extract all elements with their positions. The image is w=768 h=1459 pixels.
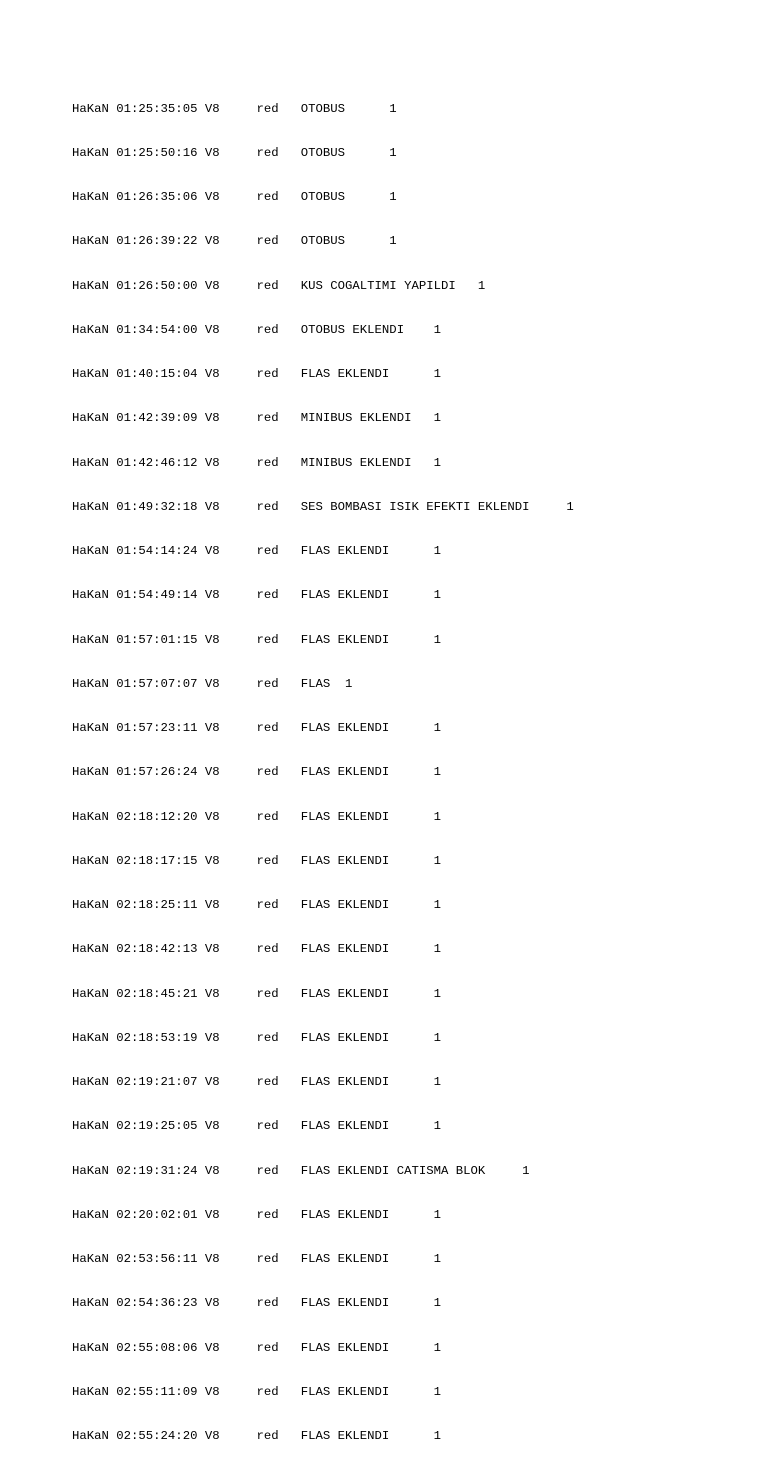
log-line: HaKaN 02:18:45:21 V8 red FLAS EKLENDI 1: [72, 986, 441, 1001]
log-line: HaKaN 01:54:49:14 V8 red FLAS EKLENDI 1: [72, 588, 441, 603]
log-line: HaKaN 01:25:50:16 V8 red OTOBUS 1: [72, 145, 397, 160]
log-line: HaKaN 01:49:32:18 V8 red SES BOMBASI ISIK EFEKTI EKLENDI 1: [72, 499, 574, 514]
log-line: HaKaN 01:57:23:11 V8 red FLAS EKLENDI 1: [72, 721, 441, 735]
log-line: HaKaN 02:54:36:23 V8 red FLAS EKLENDI 1: [72, 1296, 441, 1311]
log-line: HaKaN 02:55:24:20 V8 red FLAS EKLENDI 1: [72, 1429, 441, 1443]
log-line: HaKaN 01:54:14:24 V8 red FLAS EKLENDI 1: [72, 544, 441, 558]
log-line: HaKaN 02:18:12:20 V8 red FLAS EKLENDI 1: [72, 809, 441, 824]
log-line: HaKaN 02:18:53:19 V8 red FLAS EKLENDI 1: [72, 1030, 441, 1045]
edit-log: [72, 72, 574, 1459]
log-line: HaKaN 02:53:56:11 V8 red FLAS EKLENDI 1: [72, 1252, 441, 1266]
log-line: HaKaN 01:42:46:12 V8 red MINIBUS EKLENDI 1: [72, 455, 441, 470]
log-line: HaKaN 02:20:02:01 V8 red FLAS EKLENDI 1: [72, 1207, 441, 1222]
log-line: HaKaN 02:18:17:15 V8 red FLAS EKLENDI 1: [72, 853, 441, 868]
log-line: HaKaN 02:19:31:24 V8 red FLAS EKLENDI CATISMA BLOK 1: [72, 1163, 530, 1178]
log-line: HaKaN 01:57:26:24 V8 red FLAS EKLENDI 1: [72, 765, 441, 780]
log-line: HaKaN 01:42:39:09 V8 red MINIBUS EKLENDI 1: [72, 411, 441, 426]
log-line: HaKaN 01:40:15:04 V8 red FLAS EKLENDI 1: [72, 367, 441, 381]
log-line: HaKaN 02:19:25:05 V8 red FLAS EKLENDI 1: [72, 1119, 441, 1134]
log-line: HaKaN 02:18:25:11 V8 red FLAS EKLENDI 1: [72, 898, 441, 912]
log-line: HaKaN 01:57:01:15 V8 red FLAS EKLENDI 1: [72, 632, 441, 647]
log-line: HaKaN 02:55:08:06 V8 red FLAS EKLENDI 1: [72, 1340, 441, 1355]
log-line: HaKaN 01:34:54:00 V8 red OTOBUS EKLENDI 1: [72, 322, 441, 337]
log-line: HaKaN 02:55:11:09 V8 red FLAS EKLENDI 1: [72, 1384, 441, 1399]
log-line: HaKaN 01:26:39:22 V8 red OTOBUS 1: [72, 234, 397, 249]
log-line: HaKaN 01:26:35:06 V8 red OTOBUS 1: [72, 190, 397, 204]
log-line: HaKaN 02:19:21:07 V8 red FLAS EKLENDI 1: [72, 1075, 441, 1089]
log-line: HaKaN 01:26:50:00 V8 red KUS COGALTIMI YAPILDI 1: [72, 278, 486, 293]
log-line: HaKaN 01:57:07:07 V8 red FLAS 1: [72, 676, 353, 691]
log-line: HaKaN 02:18:42:13 V8 red FLAS EKLENDI 1: [72, 942, 441, 957]
log-line: HaKaN 01:25:35:05 V8 red OTOBUS 1: [72, 101, 397, 116]
